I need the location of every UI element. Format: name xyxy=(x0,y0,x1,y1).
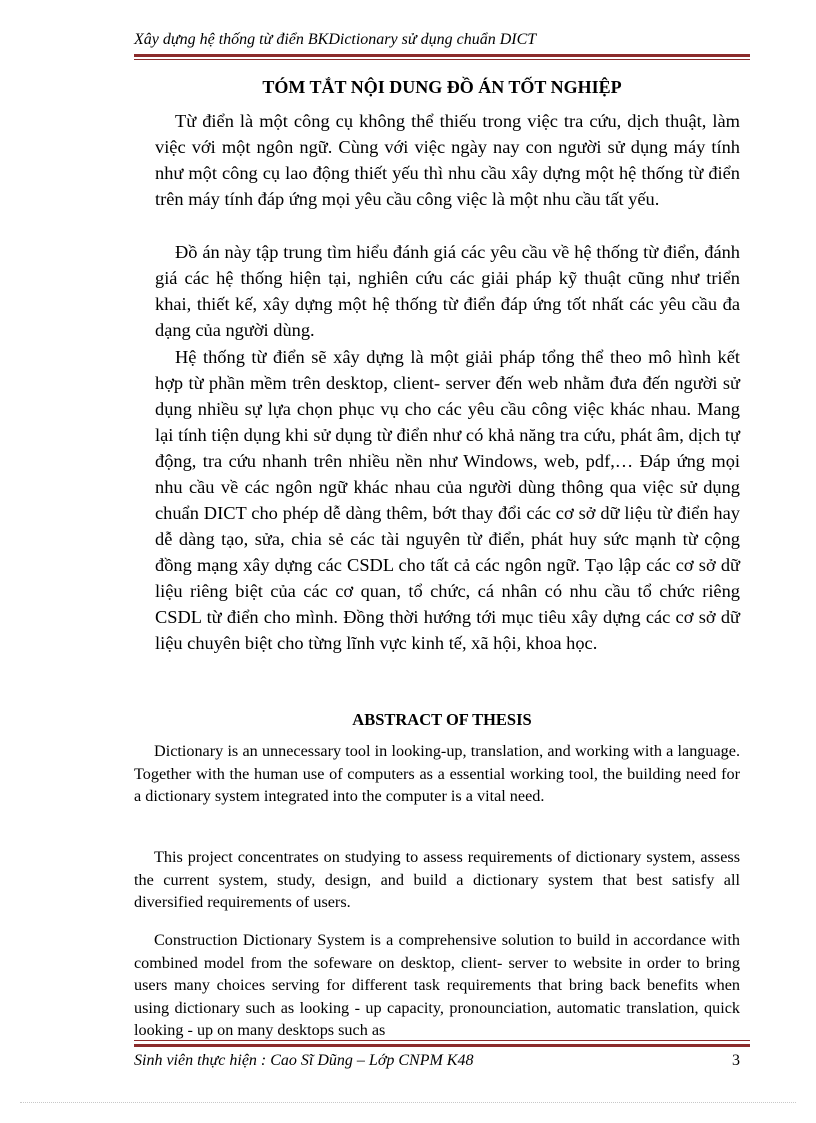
english-paragraph-1: Dictionary is an unnecessary tool in looking-up, translation, and working with a language. Together with the human use of computers as a essential working tool, the building need for a dictionary system integrated into the computer is a vital need. xyxy=(134,742,740,805)
header-rule-thin xyxy=(134,59,750,60)
vietnamese-paragraph-2: Đồ án này tập trung tìm hiểu đánh giá các yêu cầu về hệ thống từ điển, đánh giá các hệ thống hiện tại, nghiên cứu các giải pháp kỹ thuật cũng như triển khai, thiết kế, xây dựng một hệ thống từ điển đáp ứng tốt nhất các yêu cầu đa dạng của người dùng. xyxy=(155,242,740,340)
vietnamese-paragraph-3: Hệ thống từ điển sẽ xây dựng là một giải pháp tổng thể theo mô hình kết hợp từ phần mềm trên desktop, client- server đến web nhằm đưa đến người sử dụng nhiều sự lựa chọn phục vụ cho các yêu cầu công việc khác nhau. Mang lại tính tiện dụng khi sử dụng từ điển như có khả năng tra cứu, phát âm, dịch tự động, tra cứu nhanh trên nhiều nền như Windows, web, pdf,… Đáp ứng mọi nhu cầu về các ngôn ngữ khác nhau của người dùng thông qua việc sử dụng chuẩn DICT cho phép dễ dàng thêm, bớt thay đổi các cơ sở dữ liệu từ điển hay dễ dàng tạo, sửa, chia sẻ các tài nguyên từ điển, phát huy sức mạnh từ cộng đồng mạng xây dựng các CSDL cho tất cả các ngôn ngữ. Tạo lập các cơ sở dữ liệu riêng biệt của các cơ quan, tổ chức, cá nhân có nhu cầu tổ chức riêng CSDL từ điển cho mình. Đồng thời hướng tới mục tiêu xây dựng các cơ sở dữ liệu chuyên biệt cho từng lĩnh vực kinh tế, xã hội, khoa học. xyxy=(155,347,740,653)
footer-rule-thick xyxy=(134,1044,750,1047)
english-abstract-title: ABSTRACT OF THESIS xyxy=(352,710,532,729)
english-paragraph-3: Construction Dictionary System is a comprehensive solution to build in accordance with combined model from the sofeware on desktop, client- server to website in order to bring users many choices serving for different task requirements that bring back benefits when using dictionary such as looking - up capacity, pronounciation, automatic translation, quick looking - up on many desktops such as xyxy=(134,931,740,1039)
header-title: Xây dựng hệ thống từ điển BKDictionary sử dụng chuẩn DICT xyxy=(134,31,537,48)
vietnamese-paragraph-1: Từ điển là một công cụ không thể thiếu trong việc tra cứu, dịch thuật, làm việc với một ngôn ngữ. Cùng với việc ngày nay con người sử dụng máy tính như một công cụ lao động thiết yếu thì nhu cầu xây dựng một hệ thống từ điển trên máy tính đáp ứng mọi yêu cầu công việc là một nhu cầu tất yếu. xyxy=(155,111,740,209)
page-number: 3 xyxy=(732,1052,740,1069)
vietnamese-summary-title: TÓM TẮT NỘI DUNG ĐỒ ÁN TỐT NGHIỆP xyxy=(262,77,622,97)
header-rule-thick xyxy=(134,54,750,57)
page-bottom-divider xyxy=(20,1102,796,1103)
footer-author: Sinh viên thực hiện : Cao Sĩ Dũng – Lớp CNPM K48 xyxy=(134,1052,474,1069)
english-paragraph-2: This project concentrates on studying to assess requirements of dictionary system, assess the current system, study, design, and build a dictionary system that best satisfy all diversified requirements of users. xyxy=(134,848,740,911)
footer-rule-thin xyxy=(134,1040,750,1041)
